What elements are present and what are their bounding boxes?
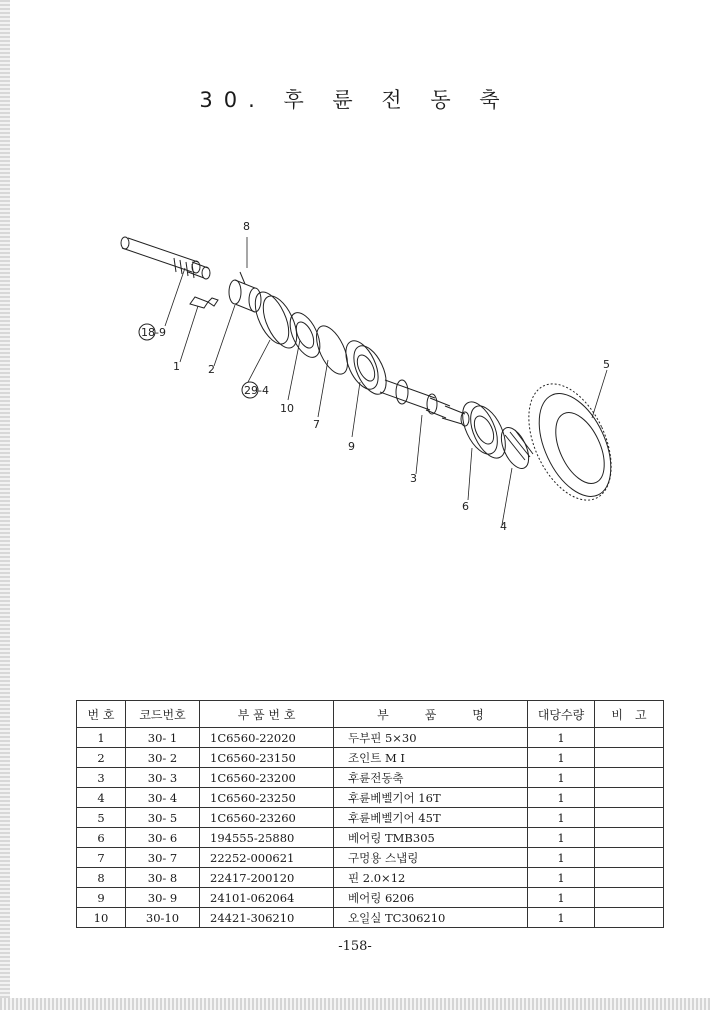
cell-note [595,748,664,768]
exploded-parts-diagram [100,210,640,540]
pin-drawing [190,297,218,308]
callout-8: 8 [243,220,250,233]
callout-18-9: 18-9 [141,326,166,339]
cell-qty: 1 [528,908,595,928]
cell-no: 4 [77,788,126,808]
cell-note [595,908,664,928]
cell-part-name: 베어링 TMB305 [334,828,528,848]
callout-3: 3 [410,472,417,485]
cell-note [595,848,664,868]
cell-part-no: 24421-306210 [200,908,334,928]
cell-code: 30- 6 [126,828,200,848]
table-row [77,808,664,828]
callout-9: 9 [348,440,355,453]
table-header-row [77,701,664,728]
cell-code: 30- 2 [126,748,200,768]
cell-part-no: 1C6560-23250 [200,788,334,808]
bevel-gear-small-drawing [496,423,535,472]
cell-part-name: 후륜베벨기어 16T [334,788,528,808]
page-title: 30. 후 륜 전 동 축 [199,88,511,113]
callout-10: 10 [280,402,294,415]
cell-part-name: 후륜전동축 [334,768,528,788]
cell-no: 1 [77,728,126,748]
cell-qty: 1 [528,868,595,888]
cell-qty: 1 [528,768,595,788]
cell-part-no: 1C6560-23200 [200,768,334,788]
cell-code: 30- 3 [126,768,200,788]
cell-part-name: 두부핀 5×30 [334,728,528,748]
input-shaft-drawing [121,237,210,279]
cell-note [595,808,664,828]
parts-table [76,700,664,928]
cell-code: 30- 7 [126,848,200,868]
cell-qty: 1 [528,788,595,808]
cell-no: 7 [77,848,126,868]
cell-qty: 1 [528,808,595,828]
callout-29-4: 29-4 [244,384,269,397]
page-number: -158- [338,939,372,954]
cell-qty: 1 [528,848,595,868]
cell-part-no: 1C6560-22020 [200,728,334,748]
callout-7: 7 [313,418,320,431]
cell-no: 5 [77,808,126,828]
table-row [77,908,664,928]
cell-code: 30- 5 [126,808,200,828]
cell-note [595,868,664,888]
cell-part-no: 22417-200120 [200,868,334,888]
table-row [77,848,664,868]
cell-no: 6 [77,828,126,848]
callout-4: 4 [500,520,507,533]
cell-part-no: 1C6560-23260 [200,808,334,828]
cell-part-name: 조인트 M I [334,748,528,768]
cell-part-name: 구멍용 스냅링 [334,848,528,868]
table-row [77,868,664,888]
table-row [77,728,664,748]
page-edge-left [0,0,10,1010]
joint-drawing [229,280,261,312]
table-row [77,788,664,808]
drive-shaft-drawing [380,380,469,426]
table-row [77,828,664,848]
cell-part-no: 1C6560-23150 [200,748,334,768]
bearing-drawing-10 [284,308,326,362]
cell-note [595,768,664,788]
callout-5: 5 [603,358,610,371]
header-code: 코드번호 [126,701,200,728]
callout-2: 2 [208,363,215,376]
cell-no: 10 [77,908,126,928]
cell-qty: 1 [528,748,595,768]
cell-note [595,888,664,908]
cell-part-name: 베어링 6206 [334,888,528,908]
snap-ring-drawing [310,321,354,378]
cell-code: 30-10 [126,908,200,928]
table-row [77,768,664,788]
cell-part-no: 24101-062064 [200,888,334,908]
header-part-name: 부 품 명 [334,701,528,728]
cell-code: 30- 1 [126,728,200,748]
cell-code: 30- 4 [126,788,200,808]
header-part-no: 부 품 번 호 [200,701,334,728]
bevel-gear-large-drawing [512,371,628,513]
cell-no: 8 [77,868,126,888]
header-note: 비 고 [595,701,664,728]
cell-note [595,728,664,748]
cell-part-name: 후륜베벨기어 45T [334,808,528,828]
cell-no: 3 [77,768,126,788]
cell-code: 30- 8 [126,868,200,888]
cell-no: 9 [77,888,126,908]
cell-code: 30- 9 [126,888,200,908]
header-no: 번 호 [77,701,126,728]
header-qty: 대당수량 [528,701,595,728]
cell-part-no: 194555-25880 [200,828,334,848]
callout-1: 1 [173,360,180,373]
cell-note [595,828,664,848]
cell-qty: 1 [528,728,595,748]
cell-note [595,788,664,808]
cell-part-name: 핀 2.0×12 [334,868,528,888]
cell-no: 2 [77,748,126,768]
table-row [77,748,664,768]
cell-qty: 1 [528,888,595,908]
cell-part-name: 오일실 TC306210 [334,908,528,928]
cell-part-no: 22252-000621 [200,848,334,868]
table-row [77,888,664,908]
page-edge-bottom [0,998,710,1010]
callout-6: 6 [462,500,469,513]
cell-qty: 1 [528,828,595,848]
